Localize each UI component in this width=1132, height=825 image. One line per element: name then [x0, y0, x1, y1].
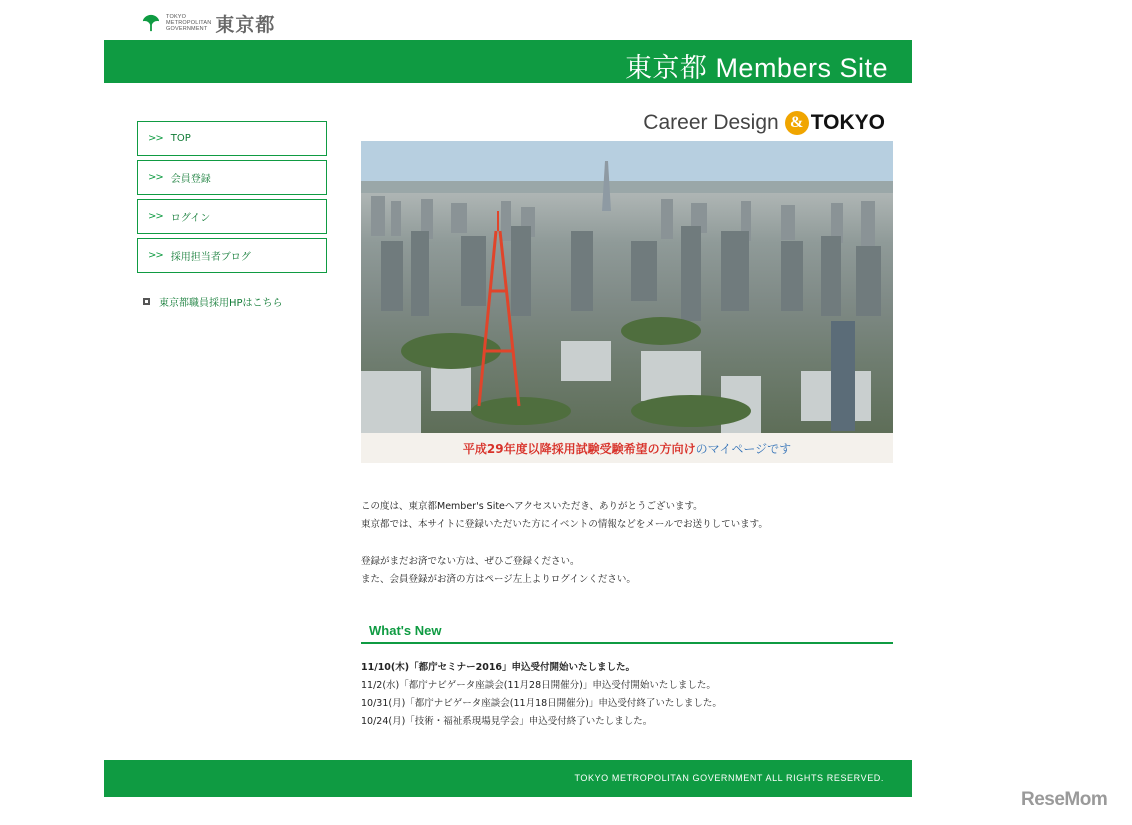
- tokyo-text: TOKYO: [810, 111, 885, 134]
- logo-small-text: TOKYO METROPOLITAN GOVERNMENT: [166, 14, 212, 32]
- news-item[interactable]: 10/31(月)「都庁ナビゲータ座談会(11月18日開催分)」申込受付終了いたしました。: [361, 698, 722, 709]
- double-chevron-icon: >>: [148, 211, 163, 222]
- career-design-logo: [643, 111, 885, 135]
- nav-item-label: 会員登録: [170, 174, 211, 185]
- sidebar-nav: [137, 121, 327, 277]
- recruit-hp-link[interactable]: [143, 294, 283, 309]
- intro-text: [361, 498, 768, 608]
- caption-suffix: のマイページです: [695, 441, 792, 456]
- intro-line: また、会員登録がお済の方はページ左上よりログインください。: [361, 574, 636, 585]
- hero-banner: [361, 104, 893, 463]
- double-chevron-icon: >>: [148, 172, 163, 183]
- banner-caption: [361, 433, 893, 463]
- news-item[interactable]: 11/10(木)「都庁セミナー2016」申込受付開始いたしました。: [361, 662, 636, 673]
- nav-item-label: 採用担当者ブログ: [170, 252, 251, 263]
- whats-new-header: [361, 622, 893, 644]
- copyright-text: TOKYO METROPOLITAN GOVERNMENT ALL RIGHTS RESERVED.: [574, 773, 884, 783]
- news-item[interactable]: 10/24(月)「技術・福祉系現場見学会」申込受付終了いたしました。: [361, 716, 653, 727]
- caption-highlight: 平成29年度以降採用試験受験希望の方向け: [462, 441, 696, 456]
- square-bullet-icon: [143, 298, 150, 305]
- career-design-text: Career Design: [643, 111, 779, 134]
- resemom-watermark: ReseMom: [1021, 789, 1108, 810]
- footer-bar: [104, 760, 912, 797]
- nav-item-register[interactable]: [137, 160, 327, 195]
- whats-new-title: What's New: [369, 623, 442, 638]
- double-chevron-icon: >>: [148, 133, 163, 144]
- recruit-hp-link-label: 東京都職員採用HPはこちら: [159, 298, 283, 309]
- intro-line: 登録がまだお済でない方は、ぜひご登録ください。: [361, 556, 580, 567]
- nav-item-blog[interactable]: [137, 238, 327, 273]
- nav-item-label: TOP: [170, 133, 191, 144]
- amp-badge: &: [785, 111, 809, 135]
- intro-line: この度は、東京都Member's Siteへアクセスいただき、ありがとうございます。: [361, 501, 703, 512]
- tokyo-aerial-photo: [361, 141, 893, 433]
- site-title: 東京都 Members Site: [624, 53, 888, 83]
- news-list: [361, 659, 722, 731]
- banner-top: [361, 104, 893, 141]
- nav-item-label: ログイン: [170, 213, 211, 224]
- tokyo-emblem-icon: [142, 14, 160, 32]
- tokyo-logo[interactable]: [142, 10, 275, 36]
- header-bar: [104, 40, 912, 83]
- city-illustration: [361, 141, 893, 433]
- nav-item-top[interactable]: [137, 121, 327, 156]
- double-chevron-icon: >>: [148, 250, 163, 261]
- logo-name: 東京都: [215, 13, 276, 36]
- nav-item-login[interactable]: [137, 199, 327, 234]
- news-item[interactable]: 11/2(水)「都庁ナビゲータ座談会(11月28日開催分)」申込受付開始いたしました。: [361, 680, 716, 691]
- intro-line: 東京都では、本サイトに登録いただいた方にイベントの情報などをメールでお送りしています。: [361, 519, 768, 530]
